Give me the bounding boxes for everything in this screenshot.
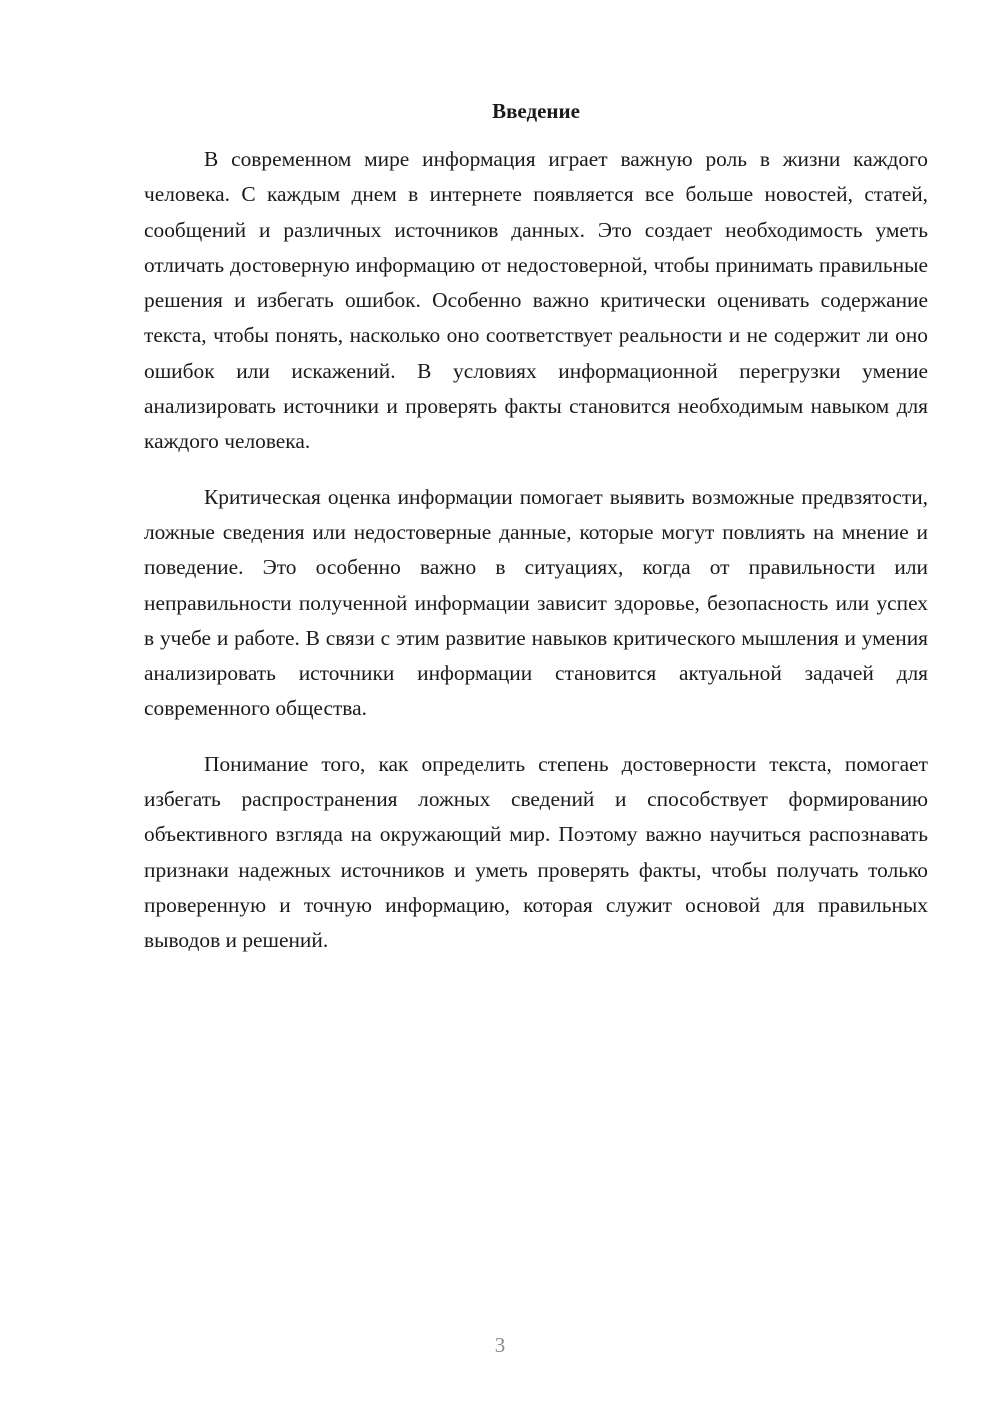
paragraph-1: В современном мире информация играет важную роль в жизни каждого человека. С каждым днем в интернете появляется все больше новостей, статей, сообщений и различных источников данных. Это создает необходимость уметь отличать достоверную информацию от недостоверной, чтобы принимать правильные решения и избегать ошибок. Особенно важно критически оценивать содержание текста, чтобы понять, насколько оно соответствует реальности и не содержит ли оно ошибок или искажений. В условиях информационной перегрузки умение анализировать источники и проверять факты становится необходимым навыком для каждого человека. xyxy=(144,147,928,454)
section-title: Введение xyxy=(492,99,580,123)
paragraph-2: Критическая оценка информации помогает выявить возможные предвзятости, ложные сведения или недостоверные данные, которые могут повлиять на мнение и поведение. Это особенно важно в ситуациях, когда от правильности или неправильности полученной информации зависит здоровье, безопасность или успех в учебе и работе. В связи с этим развитие навыков критического мышления и умения анализировать источники информации становится актуальной задачей для современного общества. xyxy=(144,484,928,721)
page-number: 3 xyxy=(494,1333,506,1357)
paragraph-3: Понимание того, как определить степень достоверности текста, помогает избегать распространения ложных сведений и способствует формированию объективного взгляда на окружающий мир. Поэтому важно научиться распознавать признаки надежных источников и уметь проверять факты, чтобы получать только проверенную и точную информацию, которая служит основой для правильных выводов и решений. xyxy=(144,751,928,953)
page-content xyxy=(144,96,928,979)
